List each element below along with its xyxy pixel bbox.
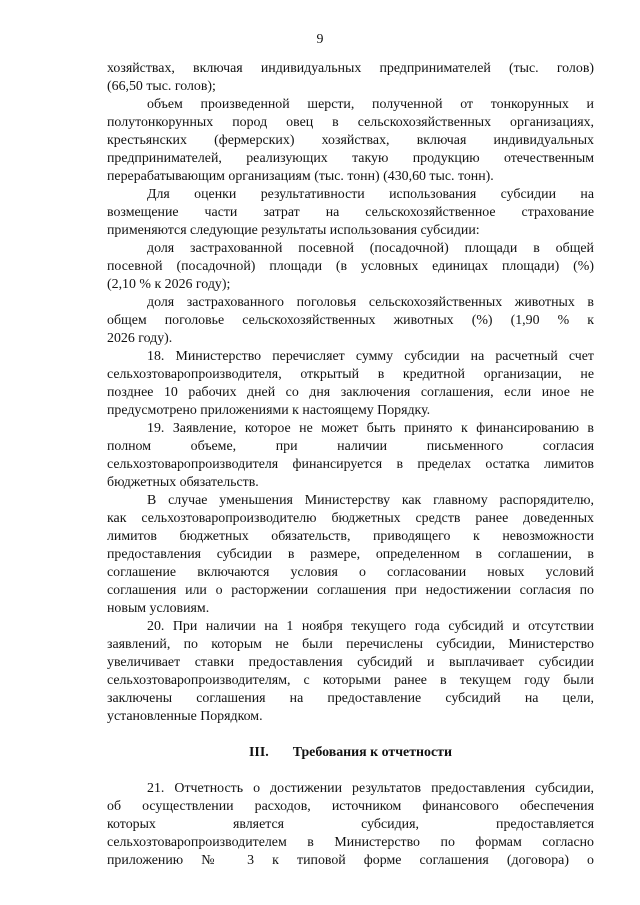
text-line: Для оценки результативности использования субсидии на xyxy=(147,187,594,202)
text-line: возмещение части затрат на сельскохозяйственное страхование xyxy=(107,205,594,220)
text-line: доля застрахованного поголовья сельскохозяйственных животных в xyxy=(147,295,594,310)
text-line: заключены соглашения на предоставление субсидий на цели, xyxy=(107,691,594,706)
text-line: полном объеме, при наличии письменного согласия xyxy=(107,439,594,454)
text-line: соглашения или о расторжении соглашения при недостижении согласия по xyxy=(107,583,594,598)
text-line: 2026 году). xyxy=(107,331,173,346)
text-line: увеличивает ставки предоставления субсидий и выплачивает субсидии xyxy=(107,655,594,670)
text-line: сельхозтоваропроизводителям, с которыми ранее в текущем году были xyxy=(107,673,594,688)
text-line: посевной (посадочной) площади (в условных единицах площади) (%) xyxy=(107,259,594,274)
text-line: применяются следующие результаты использования субсидии: xyxy=(107,223,480,238)
text-line: крестьянских (фермерских) хозяйствах, включая индивидуальных xyxy=(107,133,594,148)
text-line: (66,50 тыс. голов); xyxy=(107,79,216,94)
text-line: лимитов бюджетных обязательств, приводящего к невозможности xyxy=(107,529,594,544)
text-line: как сельхозтоваропроизводителю бюджетных средств ранее доведенных xyxy=(107,511,594,526)
text-line: предоставления субсидии в размере, определенном в соглашении, в xyxy=(107,547,594,562)
text-line: полутонкорунных пород овец в сельскохозяйственных организациях, xyxy=(107,115,594,130)
text-line: доля застрахованной посевной (посадочной) площади в общей xyxy=(147,241,594,256)
page-number: 9 xyxy=(316,32,324,47)
text-line: предпринимателей, реализующих такую продукцию отечественным xyxy=(107,151,594,166)
text-line: позднее 10 рабочих дней со дня заключения соглашения, если иное не xyxy=(107,385,594,400)
text-line: которых является субсидия, предоставляется xyxy=(107,817,594,832)
text-line: 19. Заявление, которое не может быть принято к финансированию в xyxy=(147,421,594,436)
text-line: соглашение включаются условия о согласовании новых условий xyxy=(107,565,594,580)
text-line: 21. Отчетность о достижении результатов предоставления субсидии, xyxy=(147,781,594,796)
section-heading xyxy=(107,744,594,762)
text-line: (2,10 % к 2026 году); xyxy=(107,277,231,292)
text-line: сельхозтоваропроизводителем в Министерство по формам согласно xyxy=(107,835,594,850)
spacer xyxy=(107,762,594,780)
text-line: объем произведенной шерсти, полученной от тонкорунных и xyxy=(147,97,594,112)
section-number: III. xyxy=(249,745,269,760)
text-line: 20. При наличии на 1 ноября текущего года субсидий и отсутствии xyxy=(147,619,594,634)
text-line: новым условиям. xyxy=(107,601,210,616)
text-line: предусмотрено приложениями к настоящему Порядку. xyxy=(107,403,431,418)
section-title: Требования к отчетности xyxy=(292,745,452,760)
text-line: заявлений, по которым не были перечислены субсидии, Министерство xyxy=(107,637,594,652)
text-line: сельхозтоваропроизводителя, открытый в кредитной организации, не xyxy=(107,367,594,382)
text-line: установленные Порядком. xyxy=(107,709,263,724)
document-body xyxy=(107,60,594,870)
text-line: об осуществлении расходов, источником финансового обеспечения xyxy=(107,799,594,814)
text-line: В случае уменьшения Министерству как главному распорядителю, xyxy=(147,493,594,508)
text-line: общем поголовье сельскохозяйственных животных (%) (1,90 % к xyxy=(107,313,594,328)
text-line: хозяйствах, включая индивидуальных предпринимателей (тыс. голов) xyxy=(107,61,594,76)
text-line: перерабатывающим организациям (тыс. тонн) (430,60 тыс. тонн). xyxy=(107,169,494,184)
spacer xyxy=(107,726,594,744)
text-line: 18. Министерство перечисляет сумму субсидии на расчетный счет xyxy=(147,349,594,364)
text-line: сельхозтоваропроизводителя финансируется в пределах остатка лимитов xyxy=(107,457,594,472)
text-line: бюджетных обязательств. xyxy=(107,475,259,490)
text-line: приложению № 3 к типовой форме соглашения (договора) о xyxy=(107,853,594,868)
